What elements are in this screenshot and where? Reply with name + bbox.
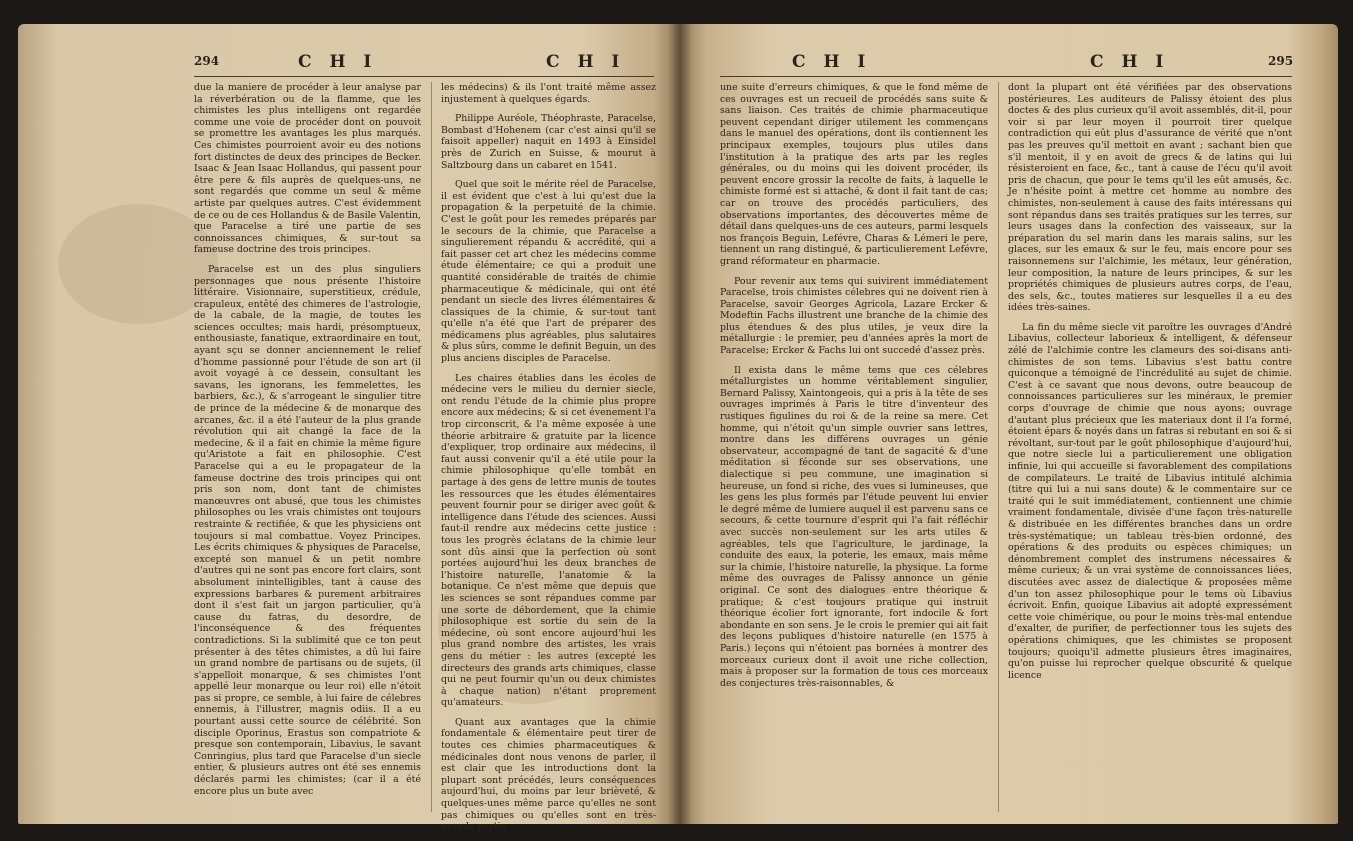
header-rule (720, 76, 1292, 77)
paragraph: Paracelse est un des plus singuliers personnages que nous présente l'histoire littéraire. Visionnaire, superstitieux, crédule, crapuleux, entêté des chimeres de l'astrologie, de la cabale, de la magie, de toutes les sciences occultes; mais hardi, présomptueux, enthousiaste, fanatique, extraordinaire en tout, ayant sçu se donner anciennement le relief d'homme passionné pour l'étude de son art (il avoit voyagé à ce dessein, consultant les savans, les ignorans, les femmelettes, les barbiers, &c.), & s'arrogeant le singulier titre de prince de la médecine & de monarque des arcanes, &c. il a été l'auteur de la plus grande révolution qui ait changé la face de la medecine, & il a fait en chimie la même figure qu'Aristote a fait en philosophie. C'est Paracelse qui a eu le propagateur de la fameuse doctrine des trois principes qui ont pris son nom, dont tant de chimistes manœuvres ont abusé, que tous les chimistes philosophes ou les vrais chimistes ont toujours restrainte & rectifiée, & que les physiciens ont toujours si mal combattue. Voyez Principes. Les écrits chimiques & physiques de Paracelse, excepté son manuel & un petit nombre d'autres qui ne sont pas encore fort clairs, sont absolument inintelligibles, tant à cause des expressions barbares & purement arbitraires dont il s'est fait un jargon particulier, qu'à cause du fatras, du desordre, de l'inconséquence & des fréquentes contradictions. Si la sublimité que ce ton peut présenter à des têtes chimistes, a dû lui faire un grand nombre de partisans ou de sujets, (il s'appelloit monarque, & ses chimistes l'ont appellé leur monarque ou leur roi) elle n'étoit pas si propre, ce semble, à lui faire de célebres ennemis, à l'illustrer, magnis odiis. Il a eu pourtant aussi cette source de célébrité. Son disciple Oporinus, Erastus son compatriote & presque son contemporain, Libavius, le savant Conringius, plus tard que Paracelse d'un siecle entier, & plusieurs autres ont été ses ennemis déclarés parmi les chimistes; (car il a été encore plus un bute avec (194, 263, 421, 797)
running-header: C H I (298, 52, 378, 72)
column-divider (998, 82, 999, 812)
text-column-2 (441, 82, 656, 841)
paragraph: Quel que soit le mérite réel de Paracelse, il est évident que c'est à lui qu'est due la propagation & la perpetuité de la chimie. C'est le goût pour les remedes préparés par le secours de la chimie, que Paracelse a singulierement répandu & accrédité, qui a fait passer cet art chez les médecins comme étude élémentaire; ce qui a produit une quantité considérable de traités de chimie pharmaceutique & médicinale, qui ont été pendant un siecle des livres élémentaires & classiques de la chimie, & sur-tout tant qu'elle n'a été que l'art de préparer des médicamens plus agréables, plus salutaires & plus sûrs, comme le definit Beguin, un des plus anciens disciples de Paracelse. (441, 179, 656, 365)
header-rule (194, 76, 654, 77)
right-page (680, 24, 1338, 824)
running-header: C H I (792, 52, 872, 72)
running-header: C H I (546, 52, 626, 72)
paragraph: Philippe Auréole, Théophraste, Paracelse, Bombast d'Hohenem (car c'est ainsi qu'il se faisoit appeller) naquit en 1493 à Einsidel près de Zurich en Suisse, & mourut à Saltzbourg dans un cabaret en 1541. (441, 113, 656, 171)
paragraph: dont la plupart ont été vérifiées par des observations postérieures. Les auditeurs de Palissy étoient des plus doctes & des plus curieux qu'il avoit assemblés, dit-il, pour voir si par leur moyen il pourroit tirer quelque contradiction qui eût plus d'assurance de vérité que n'ont pas les preuves qu'il mettoit en avant ; sachant bien que s'il mentoit, il y en avoit de grecs & de latins qui lui résisteroient en face, &c., tant à cause de l'écu qu'il avoit pris de chacun, que pour le tems qu'il les eût amusés, &c. Je n'hésite point à mettre cet homme au nombre des chimistes, non-seulement à cause des faits intéressans qui sont répandus dans ses traités pratiques sur les terres, sur leurs usages dans la confection des vaisseaux, sur la préparation du sel marin dans les marais salins, sur les glaces, sur les emaux & sur le feu, mais encore pour ses raisonnemens sur l'alchimie, les métaux, leur génération, leur composition, la nature de leurs principes, & sur les propriétés chimiques de plusieurs autres corps, de l'eau, des sels, &c., toutes matieres sur lesquelles il a eu des idées très-saines. (1008, 82, 1292, 314)
text-column-2 (1008, 82, 1292, 689)
page-number: 295 (1268, 54, 1294, 68)
paragraph: Les chaires établies dans les écoles de médecine vers le milieu du dernier siecle, ont rendu l'étude de la chimie plus propre encore aux médecins; & si cet évenement l'a trop circonscrit, & l'a même exposée à une théorie arbitraire & gratuite par la licence d'expliquer, trop ordinaire aux médecins, il faut aussi convenir qu'il a été utile pour la chimie philosophique qu'elle tombât en partage à des gens de lettre munis de toutes les ressources que les études élémentaires peuvent fournir pour se diriger avec goût & intelligence dans l'étude des sciences. Aussi faut-il rendre aux médecins cette justice : tous les progrès éclatans de la chimie leur sont dûs ainsi que la perfection où sont portées aujourd'hui les deux branches de l'histoire naturelle, l'anatomie & la botanique. Ce n'est même que depuis que les sciences se sont répandues comme par une sorte de débordement, que la chimie philosophique est sortie du sein de la médecine, où sont encore aujourd'hui les plus grand nombre des artistes, les vrais gens du métier : les autres (excepté les directeurs des grands arts chimiques, classe qui ne peut fournir qu'un ou deux chimistes à chaque nation) n'étant proprement qu'amateurs. (441, 372, 656, 709)
column-divider (431, 82, 432, 812)
paragraph: due la maniere de procéder à leur analyse par la réverbération ou de la flamme, que les chimistes les plus intelligens ont regardée comme une voie de procéder dont on pouvoit se promettre les avantages les plus marqués. Ces chimistes pourroient avoir eu des notions fort distinctes de deux des principes de Becker. Isaac & Jean Isaac Hollandus, qui passent pour être pere & fils auprès de quelques-uns, ne sont regardés que comme un seul & même artiste par quelques autres. C'est évidemment de ce ou de ces Hollandus & de Basile Valentin, que Paracelse a tiré une partie de ses connoissances chimiques, & sur-tout sa fameuse doctrine des trois principes. (194, 82, 421, 256)
paragraph: Pour revenir aux tems qui suivirent immédiatement Paracelse, trois chimistes célebres qui ne doivent rien à Paracelse, savoir Georges Agricola, Lazare Ercker & Modeftin Fachs illustrent une branche de la chimie des plus étendues & des plus utiles, je veux dire la métallurgie : le premier, peu d'années après la mort de Paracelse; Ercker & Fachs lui ont succedé d'assez près. (720, 275, 988, 357)
paragraph: Quant aux avantages que la chimie fondamentale & élémentaire peut tirer de toutes ces chimies pharmaceutiques & médicinales dont nous venons de parler, il est clair que les introductions dont la plupart sont précédés, leurs conséquences aujourd'hui, du moins par leur brièveté, & quelques-unes même parce qu'elles ne sont pas chimiques ou qu'elles sont en très-grande partie (441, 716, 656, 833)
left-page (18, 24, 680, 833)
paragraph: La fin du même siecle vit paroître les ouvrages d'André Libavius, collecteur laborieux & intelligent, & défenseur zélé de l'alchimie contre les clameurs des soi-disans anti-chimistes de son tems. Libavius s'est battu contre quiconque a témoigné de l'incrédulité au sujet de chimie. C'est à ce savant que nous devons, outre beaucoup de connoissances particulieres sur les minéraux, le premier corps d'ouvrage de chimie que nous ayons; ouvrage d'autant plus précieux que les materiaux dont il l'a formé, étoient épars & noyés dans un fatras si rebutant en soi & si révoltant, sur-tout par le goût philosophique d'aujourd'hui, que notre siecle lui a particulierement une obligation infinie, lui qui accueille si favorablement des compilations de compilateurs. Le traité de Libavius intitulé alchimia (titre qui lui a nui sans doute) & le commentaire sur ce traité qui le suit immédiatement, contiennent une chimie vraiment fondamentale, divisée d'une façon très-naturelle & distribuée en les différentes branches dans un ordre très-systématique; un tableau très-bien ordonné, des opérations & des produits ou espèces chimiques; un dénombrement complet des instrumens nécessaires & même curieux; & un vrai système de connoissances liées, discutées avec assez de dialectique & proposées même d'un ton assez philosophique pour le tems où Libavius écrivoit. Enfin, quoique Libavius ait adopté expressément cette voie chimérique, ou pour le moins très-mal entendue d'exalter, de purifier, de perfectionner tous les sujets des opérations chimiques, que les chimistes se proposent toujours; quoiqu'il admette plusieurs êtres imaginaires, qu'on puisse lui reprocher quelque obscurité & quelque licence (1008, 321, 1292, 681)
book-gutter (668, 24, 692, 824)
paragraph: une suite d'erreurs chimiques, & que le fond même de ces ouvrages est un recueil de procédés sans suite & sans liaison. Ces traités de chimie pharmaceutique peuvent cependant diriger utilement les commençans dans le manuel des opérations, dont ils contiennent les principaux exemples, toujours plus utiles dans l'institution à la pratique des arts par les regles générales, ou du moins qui les doivent procéder, ils peuvent encore grossir la recolte de faits, à laquelle le chimiste formé est si attaché, & dont il fait tant de cas; car on trouve des procédés particuliers, des observations importantes, des découvertes même de détail dans quelques-uns de ces auteurs, parmi lesquels nos françois Beguin, Lefévre, Charas & Lémeri le pere, tiennent un rang distingué, & particulierement Lefévre, grand réformateur en pharmacie. (720, 82, 988, 267)
text-column-1 (720, 82, 988, 697)
paragraph: les médecins) & ils l'ont traité même assez injustement à quelques égards. (441, 82, 656, 105)
text-column-1 (194, 82, 421, 805)
page-number: 294 (194, 54, 220, 68)
paragraph: Il exista dans le même tems que ces célebres métallurgistes un homme véritablement singulier, Bernard Palissy, Xaintongeois, qui a pris à la tête de ses ouvrages imprimés à Paris le titre d'inventeur des rustiques figulines du roi & de la reine sa mere. Cet homme, qui n'étoit qu'un simple ouvrier sans lettres, montre dans les différens ouvrages un génie observateur, accompagné de tant de sagacité & d'une méditation si féconde sur ses observations, une dialectique si peu commune, une imagination si heureuse, un fond si riche, des vues si lumineuses, que les gens les plus formés par l'étude peuvent lui envier le degré même de lumiere auquel il est parvenu sans ce secours, & cette tournure d'esprit qui l'a fait réfléchir avec succès non-seulement sur les arts utiles & agréables, tels que l'agriculture, le jardinage, la conduite des eaux, la poterie, les emaux, mais même sur la chimie, l'histoire naturelle, la physique. La forme même des ouvrages de Palissy annonce un génie original. Ce sont des dialogues entre théorique & pratique; & c'est toujours pratique qui instruit théorique écolier fort ignorante, fort indocile & fort abondante en son sens. Je le crois le premier qui ait fait des leçons publiques d'histoire naturelle (en 1575 à Paris.) leçons qui n'étoient pas bornées à montrer des morceaux curieux dont il avoit une riche collection, mais à proposer sur la formation de tous ces morceaux des conjectures très-raisonnables, & (720, 364, 988, 689)
running-header: C H I (1090, 52, 1170, 72)
open-book (18, 24, 1338, 833)
